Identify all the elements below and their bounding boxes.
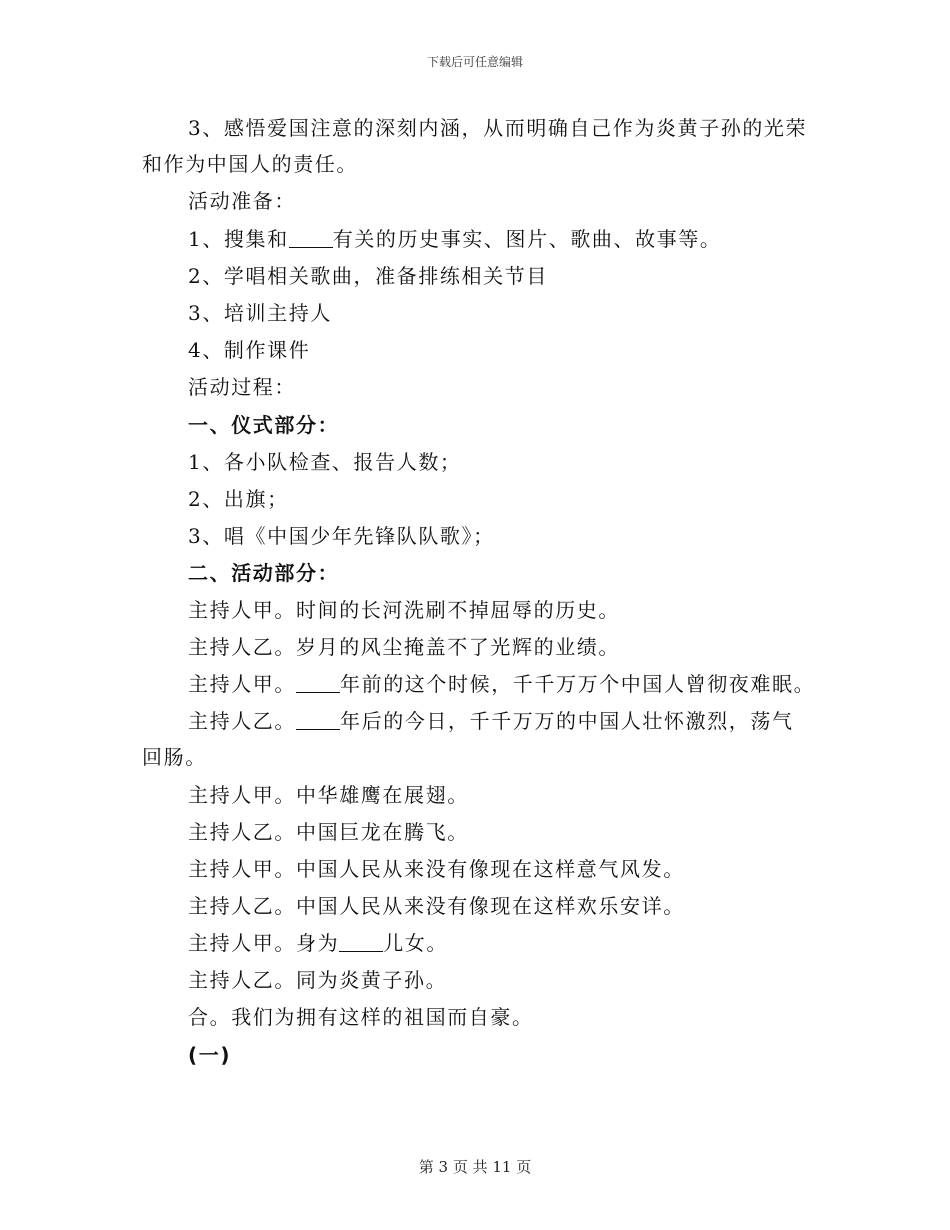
dialogue-line: 主持人乙。岁月的风尘掩盖不了光辉的业绩。 xyxy=(188,635,620,659)
fill-blank xyxy=(296,711,340,730)
prep-item: 2、学唱相关歌曲，准备排练相关节目 xyxy=(188,264,548,288)
dialogue-line: 主持人甲。中国人民从来没有像现在这样意气风发。 xyxy=(188,857,685,881)
dialogue-line xyxy=(188,928,448,958)
fill-blank xyxy=(339,933,383,952)
text-span: 主持人甲。身为 xyxy=(188,931,340,955)
text-span: 儿女。 xyxy=(383,931,449,955)
paragraph-line: 和作为中国人的责任。 xyxy=(142,152,358,176)
text-span: 主持人甲。 xyxy=(188,672,296,696)
dialogue-line: 主持人乙。中国巨龙在腾飞。 xyxy=(188,820,469,844)
header-note: 下载后可任意编辑 xyxy=(426,55,523,69)
dialogue-line xyxy=(188,669,815,699)
section-heading: 二、活动部分： xyxy=(188,561,340,585)
text-span: 年后的今日，千千万万的中国人壮怀激烈，荡气 xyxy=(340,709,794,733)
dialogue-line: 主持人甲。时间的长河洗刷不掉屈辱的历史。 xyxy=(188,598,620,622)
dialogue-line: 主持人乙。同为炎黄子孙。 xyxy=(188,968,448,992)
prep-item: 4、制作课件 xyxy=(188,338,311,362)
section-heading: 一、仪式部分： xyxy=(188,413,340,437)
prep-item: 3、培训主持人 xyxy=(188,301,332,325)
list-item: 2、出旗； xyxy=(188,487,289,511)
dialogue-line-cont: 回肠。 xyxy=(142,745,207,769)
fill-blank xyxy=(289,229,333,248)
page-number: 第 3 页 共 11 页 xyxy=(418,1158,532,1176)
text-span: 1、搜集和 xyxy=(188,227,289,251)
text-span: 主持人乙。 xyxy=(188,709,296,733)
dialogue-line: 主持人甲。中华雄鹰在展翅。 xyxy=(188,783,469,807)
prep-item xyxy=(188,224,722,254)
list-item: 1、各小队检查、报告人数； xyxy=(188,450,462,474)
dialogue-line xyxy=(188,706,794,736)
dialogue-line: 合。我们为拥有这样的祖国而自豪。 xyxy=(188,1005,534,1029)
text-span: 有关的历史事实、图片、歌曲、故事等。 xyxy=(332,227,722,251)
fill-blank xyxy=(296,674,340,693)
paragraph-line: 3、感悟爱国注意的深刻内涵，从而明确自己作为炎黄子孙的光荣 xyxy=(188,116,808,140)
prep-title: 活动准备： xyxy=(188,189,296,213)
list-item: 3、唱《中国少年先锋队队歌》； xyxy=(188,524,495,548)
dialogue-line: 主持人乙。中国人民从来没有像现在这样欢乐安详。 xyxy=(188,894,685,918)
text-span: 年前的这个时候，千千万万个中国人曾彻夜难眠。 xyxy=(340,672,816,696)
part-heading: (一) xyxy=(188,1043,232,1067)
process-title: 活动过程： xyxy=(188,375,296,399)
